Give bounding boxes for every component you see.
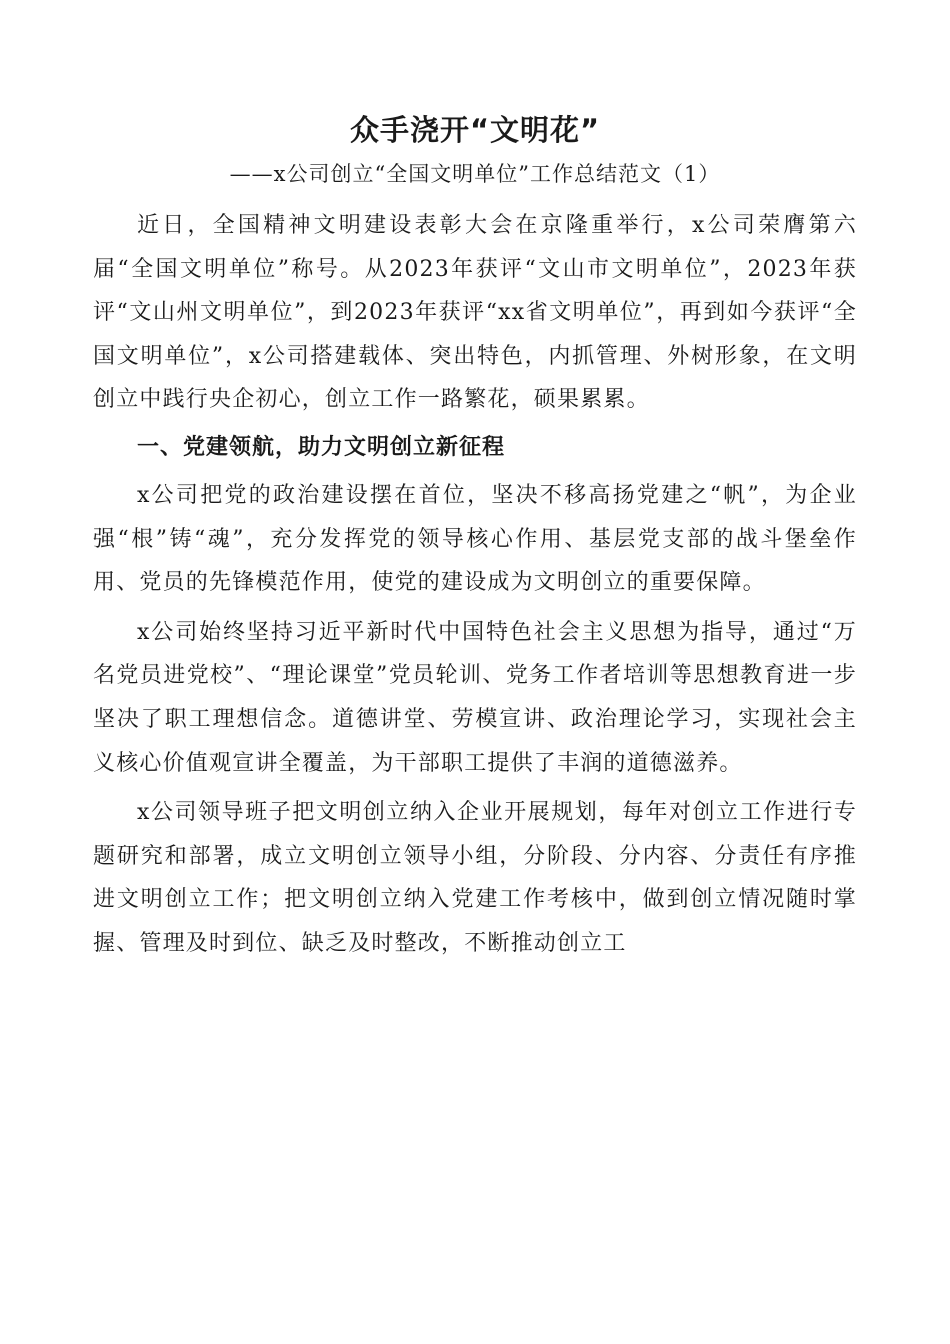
document-page bbox=[93, 108, 857, 972]
document-subtitle: ——x公司创立“全国文明单位”工作总结范文（1） bbox=[229, 162, 721, 186]
intro-paragraph: 近日，全国精神文明建设表彰大会在京隆重举行，x公司荣膺第六届“全国文明单位”称号。从2023年获评“文山市文明单位”，2023年获评“文山州文明单位”，到2023年获评“xx省文明单位”，再到如今获评“全国文明单位”，x公司搭建载体、突出特色，内抓管理、外树形象，在文明创立中践行央企初心，创立工作一路繁花，硕果累累。 bbox=[93, 213, 857, 413]
document-title: 众手浇开“文明花” bbox=[349, 113, 601, 147]
section-heading: 一、党建领航，助力文明创立新征程 bbox=[137, 434, 506, 460]
body-paragraph: x公司始终坚持习近平新时代中国特色社会主义思想为指导，通过“万名党员进党校”、“理论课堂”党员轮训、党务工作者培训等思想教育进一步坚决了职工理想信念。道德讲堂、劳模宣讲、政治理论学习，实现社会主义核心价值观宣讲全覆盖，为干部职工提供了丰润的道德滋养。 bbox=[93, 619, 857, 776]
body-paragraph: x公司把党的政治建设摆在首位，坚决不移高扬党建之“帆”，为企业强“根”铸“魂”，充分发挥党的领导核心作用、基层党支部的战斗堡垒作用、党员的先锋模范作用，使党的建设成为文明创立的重要保障。 bbox=[93, 482, 857, 596]
body-paragraph: x公司领导班子把文明创立纳入企业开展规划，每年对创立工作进行专题研究和部署，成立文明创立领导小组，分阶段、分内容、分责任有序推进文明创立工作；把文明创立纳入党建工作考核中，做到创立情况随时掌握、管理及时到位、缺乏及时整改，不断推动创立工 bbox=[93, 800, 857, 956]
